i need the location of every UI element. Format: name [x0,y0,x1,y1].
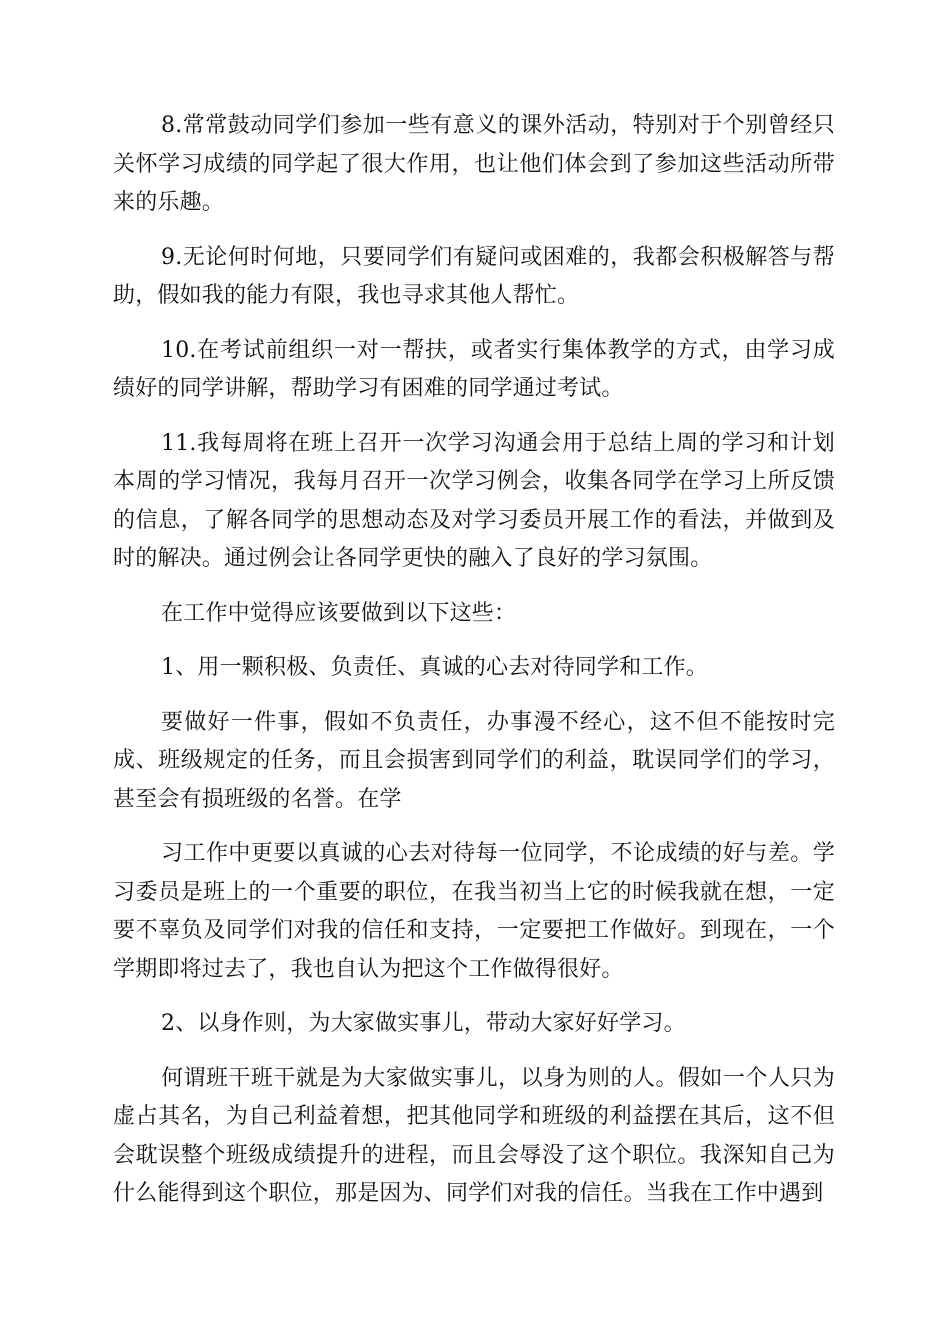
point-1-body-part-1: 要做好一件事，假如不负责任，办事漫不经心，这不但不能按时完成、班级规定的任务，而且会损害到同学们的利益，耽误同学们的学习，甚至会有损班级的名誉。在学 [113,709,835,812]
document-body [113,107,835,1214]
paragraph-item-9: 9.无论何时何地，只要同学们有疑问或困难的，我都会积极解答与帮助，假如我的能力有限，我也寻求其他人帮忙。 [113,244,835,308]
section-intro: 在工作中觉得应该要做到以下这些： [161,600,517,626]
paragraph-item-8: 8.常常鼓动同学们参加一些有意义的课外活动，特别对于个别曾经只关怀学习成绩的同学起了很大作用，也让他们体会到了参加这些活动所带来的乐趣。 [113,113,835,215]
point-2-heading: 2、以身作则，为大家做实事儿，带动大家好好学习。 [161,1011,686,1036]
point-2-body: 何谓班干班干就是为大家做实事儿，以身为则的人。假如一个人只为虚占其名，为自己利益着想，把其他同学和班级的利益摆在其后，这不但会耽误整个班级成绩提升的进程，而且会辱没了这个职位。我深知自己为什么能得到这个职位，那是因为、同学们对我的信任。当我在工作中遇到 [113,1065,835,1206]
paragraph-item-10: 10.在考试前组织一对一帮扶，或者实行集体教学的方式，由学习成绩好的同学讲解，帮助学习有困难的同学通过考试。 [113,337,835,401]
point-1-heading: 1、用一颗积极、负责任、真诚的心去对待同学和工作。 [161,655,708,680]
paragraph-item-11: 11.我每周将在班上召开一次学习沟通会用于总结上周的学习和计划本周的学习情况，我每月召开一次学习例会，收集各同学在学习上所反馈的信息，了解各同学的思想动态及对学习委员开展工作的看法，并做到及时的解决。通过例会让各同学更快的融入了良好的学习氛围。 [113,430,835,571]
point-1-body-part-2: 习工作中更要以真诚的心去对待每一位同学，不论成绩的好与差。学习委员是班上的一个重要的职位，在我当初当上它的时候我就在想，一定要不辜负及同学们对我的信任和支持，一定要把工作做好。到现在，一个学期即将过去了，我也自认为把这个工作做得很好。 [113,841,835,982]
